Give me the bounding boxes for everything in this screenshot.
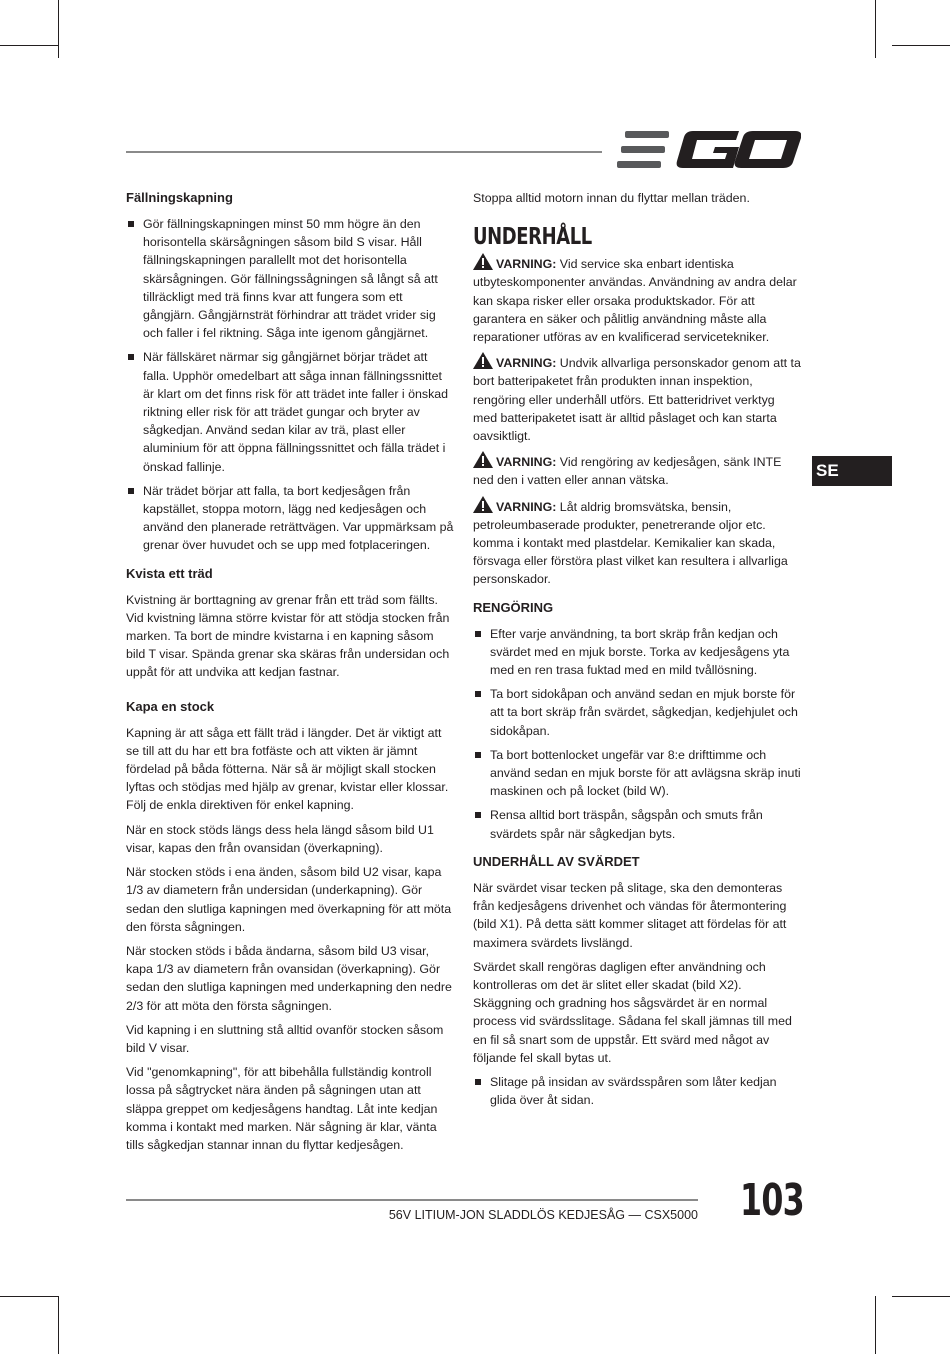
list-item: Slitage på insidan av svärdsspåren som låter kedjan glida över åt sidan. [473, 1073, 801, 1109]
paragraph: Vid kapning i en sluttning stå alltid ovanför stocken såsom bild V visar. [126, 1022, 444, 1055]
paragraph: Vid "genomkapning", för att bibehålla fullständig kontroll lossa på sågtrycket nära änden på sågningen utan att släppa greppet om kedjesågens handtag. Låt inte kedjan komma i kontakt med marken. När sågning är klar, vänta tills sågkedjan stannar innan du flyttar kedjesågen. [126, 1065, 438, 1152]
warning-icon [473, 451, 493, 468]
warning-block [473, 253, 801, 346]
bar-list [473, 1073, 801, 1109]
warning-label: VARNING: [496, 455, 557, 470]
paragraph: Svärdet skall rengöras dagligen efter användning och kontrolleras om det är slitet eller skadat (bild X2). Skäggning och gradning hos sågsvärdet är en normal process vid svärdsslitage. Sådana fel skall jämnas till med en fil så snart som de uppstår. Ett svärd med något av följande fel skall bytas ut. [473, 959, 792, 1065]
page-number: 103 [740, 1175, 804, 1226]
paragraph: Kapning är att såga ett fällt träd i längder. Det är viktigt att se till att du har ett bra fotfäste och att vikten är jämnt fördelad på båda fötterna. När så är möjligt skall stocken lyftas och stödjas med hjälp av grenar, kvistar eller klossar. Följ de enkla direktiven för enkel kapning. [126, 725, 449, 813]
section-title-limbing: Kvista ett träd [126, 565, 213, 581]
crop-mark [892, 1296, 950, 1297]
left-column [126, 189, 454, 1160]
warning-icon [473, 496, 493, 513]
warning-icon [473, 352, 493, 369]
maintenance-heading: UNDERHÅLL [473, 224, 592, 251]
cleaning-list [473, 625, 801, 843]
felling-list [126, 215, 454, 555]
list-item: Efter varje användning, ta bort skräp från kedjan och svärdet med en mjuk borste. Torka av kedjesågens yta med en ren trasa fuktad med en mild tvållösning. [473, 625, 801, 680]
warning-text: Låt aldrig bromsvätska, bensin, petroleumbaserade produkter, penetrerande oljor etc. komma i kontakt med plastdelar. Kemikalier kan skada, försvaga eller förstöra plast vilket kan resultera i allvarliga personskador. [473, 499, 788, 587]
section-title-bar-maintenance: UNDERHÅLL AV SVÄRDET [473, 853, 640, 869]
list-item: Gör fällningskapningen minst 50 mm högre än den horisontella skärsågningen såsom bild S visar. Håll fällningskapningen parallellt mot det horisontella skärsågningen. Gör fällningssågningen så långt så att tillräckligt med trä finns kvar att fungera som ett gångjärn. Gångjärnsträt förhindrar att trädet vrider sig och faller i fel riktning. Såga inte igenom gångjärnet. [126, 215, 454, 342]
ego-logo [617, 128, 801, 172]
warning-label: VARNING: [496, 257, 557, 272]
warning-label: VARNING: [496, 356, 557, 371]
list-item: Ta bort bottenlocket ungefär var 8:e drifttimme och använd sedan en mjuk borste för att avlägsna skräp inuti maskinen och på locket (bild W). [473, 746, 801, 801]
paragraph: Kvistning är borttagning av grenar från ett träd som fällts. Vid kvistning lämna större kvistar för att stödja stocken från marken. Ta bort de mindre kvistarna i en kapning såsom bild T visar. Spända grenar ska skäras från undersidan och uppåt för att undvika att kedjan fastnar. [126, 592, 450, 680]
language-tab: SE [812, 456, 892, 486]
crop-mark [0, 45, 58, 46]
warning-label: VARNING: [496, 499, 557, 514]
warning-block [473, 451, 801, 489]
paragraph: När stocken stöds i ena änden, såsom bild U2 visar, kapa 1/3 av diametern från undersidan (underkapning). Gör sedan den slutliga kapningen med överkapning för att möta den första sågningen. [126, 865, 452, 934]
list-item: Rensa alltid bort träspån, sågspån och smuts från svärdets spår när sågkedjan byts. [473, 806, 801, 842]
paragraph: När en stock stöds längs dess hela längd såsom bild U1 visar, kapas den från ovansidan (överkapning). [126, 822, 434, 855]
header-rule [126, 151, 602, 153]
list-item: Ta bort sidokåpan och använd sedan en mjuk borste för att ta bort skräp från svärdet, sågkedjan, kedjehjulet och sidokåpan. [473, 685, 801, 740]
paragraph: När stocken stöds i båda ändarna, såsom bild U3 visar, kapa 1/3 av diametern från ovansidan (överkapning). Gör sedan den slutliga kapningen med underkapning den nedre 2/3 för att möta den första sågningen. [126, 943, 452, 1013]
warning-icon [473, 253, 493, 270]
paragraph: När svärdet visar tecken på slitage, ska den demonteras från kedjesågens drivenhet och vändas för återmontering (bild X1). På detta sätt kommer slitaget att fördelas för att maximera svärdets livslängd. [473, 880, 787, 950]
crop-mark [892, 45, 950, 46]
crop-mark [875, 0, 876, 58]
warning-text: Vid rengöring av kedjesågen, sänk INTE ned den i vatten eller annan vätska. [473, 455, 782, 488]
crop-mark [875, 1296, 876, 1354]
footer-product-title: 56V LITIUM-JON SLADDLÖS KEDJESÅG — CSX5000 [388, 1208, 698, 1222]
footer-rule [126, 1199, 698, 1201]
list-item: När trädet börjar att falla, ta bort kedjesågen från kapstället, stoppa motorn, lägg ned kedjesågen och använd den planerade reträttvägen. Var uppmärksam på grenar över huvudet och se upp med fotplaceringen. [126, 482, 454, 555]
section-title-felling: Fällningskapning [126, 190, 233, 205]
warning-text: Undvik allvarliga personskador genom att ta bort batteripaketet från produkten innan inspektion, rengöring eller underhåll utförs. Ett batteridrivet verktyg med batteripaketet isatt är alltid påslaget och kan starta oavsiktligt. [473, 356, 801, 444]
section-title-cleaning: RENGÖRING [473, 599, 554, 615]
crop-mark [58, 0, 59, 58]
warning-block [473, 496, 801, 589]
crop-mark [58, 1296, 59, 1354]
list-item: När fällskäret närmar sig gångjärnet börjar trädet att falla. Upphör omedelbart att såga innan fällningssnittet är klart om det finns risk för att trädet inte faller i önskad riktning eller risk för att trädet gungar och bryter av sågkedjan. Använd sedan kilar av trä, plast eller aluminium för att öppna fällningssnittet och fälla trädet i önskad fallinje. [126, 348, 454, 475]
warning-block [473, 352, 801, 445]
warning-text: Vid service ska enbart identiska utbyteskomponenter användas. Användning av andra delar kan skapa risker eller orsaka produktskador. För att garantera en säker och pålitlig användning måste alla reparationer utföras av en kvalificerad servicetekniker. [473, 257, 797, 345]
crop-mark [0, 1296, 58, 1297]
right-column [473, 189, 801, 1115]
section-title-bucking: Kapa en stock [126, 698, 215, 714]
intro-text: Stoppa alltid motorn innan du flyttar mellan träden. [473, 191, 750, 205]
